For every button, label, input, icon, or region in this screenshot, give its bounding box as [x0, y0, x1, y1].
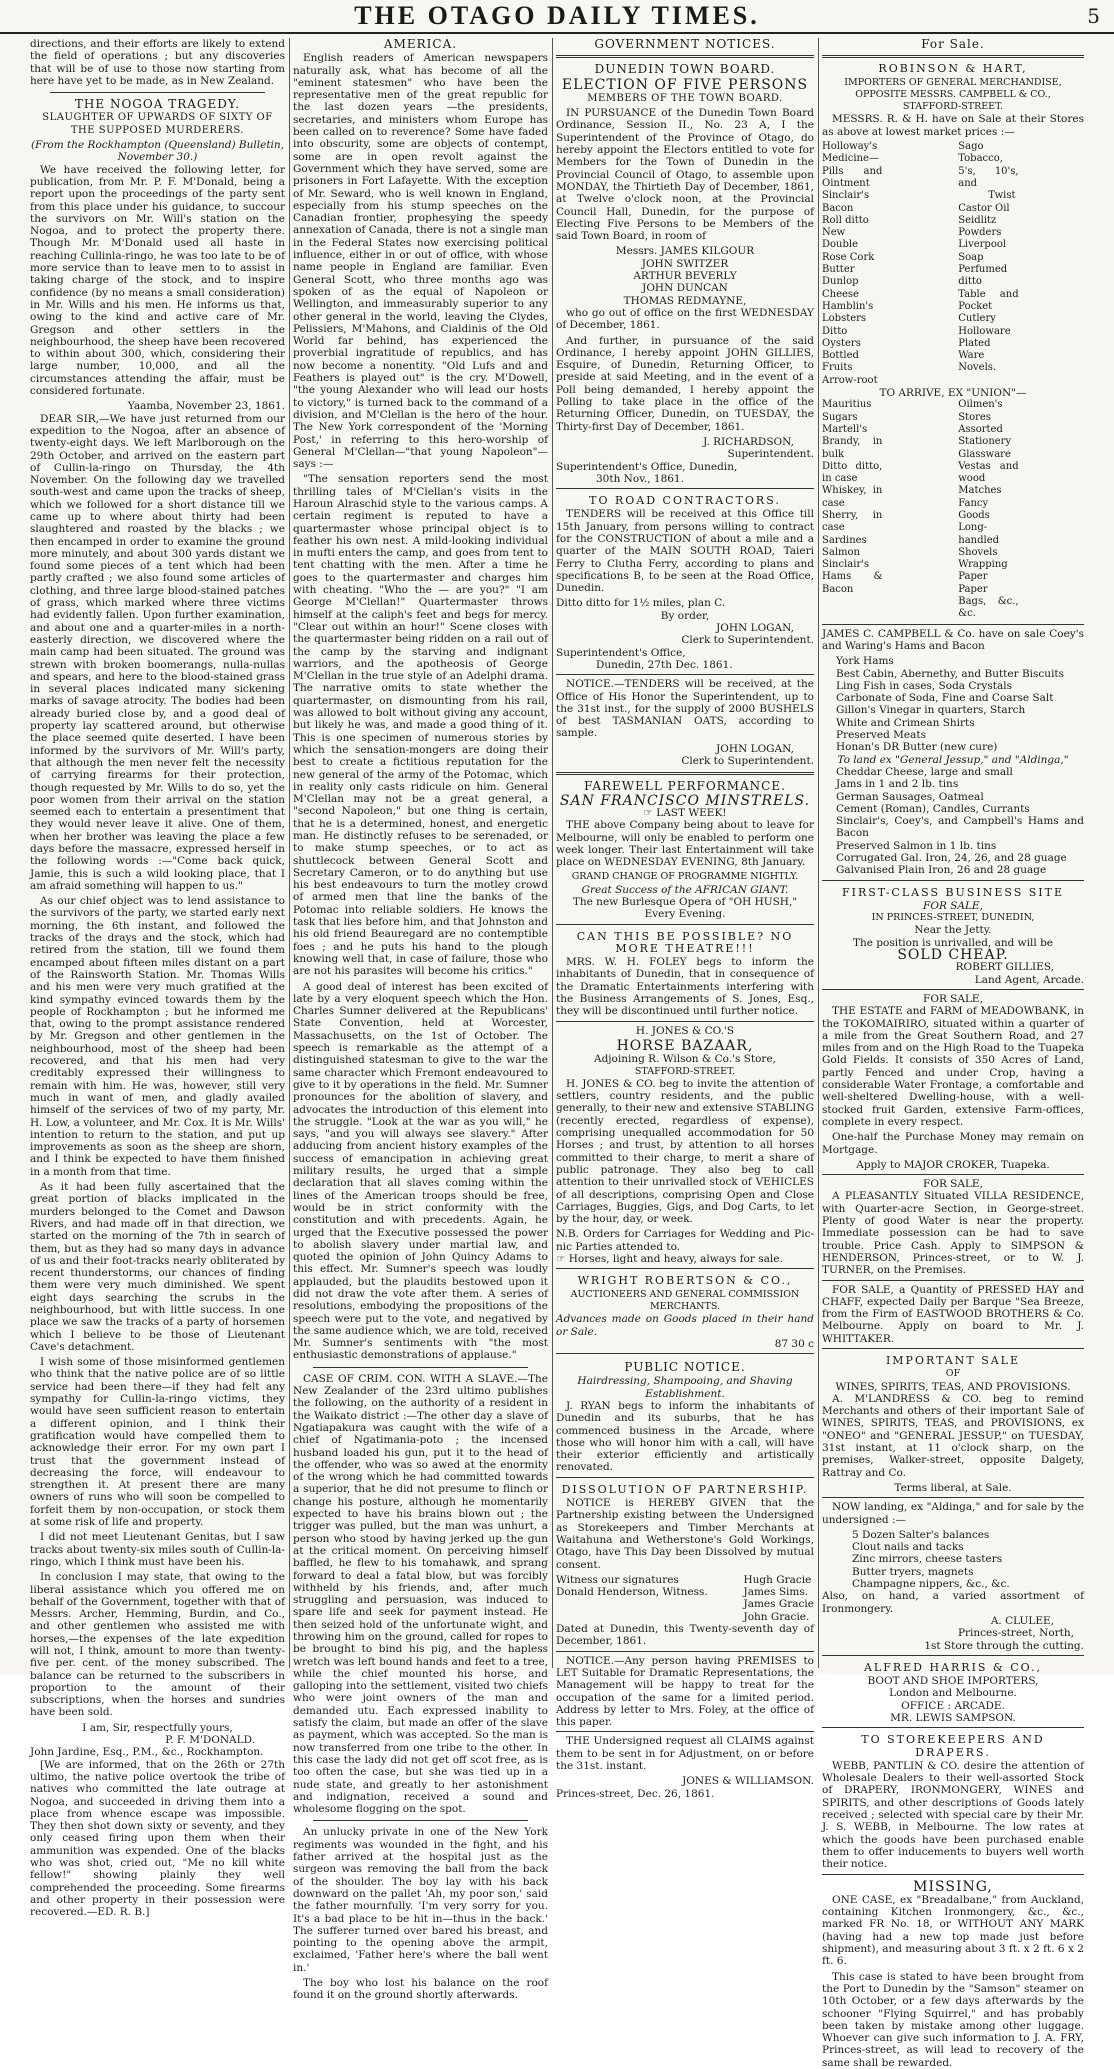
list-item: Salmon: [822, 546, 860, 558]
list-item: Hamblin's Lobsters: [822, 300, 874, 325]
list-item: Seidlitz Powders: [958, 214, 1002, 239]
ad-line: Great Success of the AFRICAN GIANT.: [581, 883, 789, 896]
signatory-title: Superintendent.: [727, 448, 814, 461]
member-name: ARTHUR BEVERLY: [633, 270, 737, 283]
member-name: JOHN DUNCAN: [642, 282, 728, 295]
list-item: Wrapping Paper: [958, 559, 1008, 583]
villa-ad: [822, 1174, 1084, 1276]
notice-body: who go out of office on the first WEDNESDAY of December, 1861.: [556, 306, 814, 332]
notice-title: DISSOLUTION OF PARTNERSHIP.: [561, 1482, 809, 1496]
ad-body: WEBB, PANTLIN & CO. desire the attention of Wholesale Dealers to their well-assorted Stock of DRAPERY, IRONMONGERY, WINES and SPIRITS, and other descriptions of Goods lately received ; selected with special care by their Mr. J. S. WEBB, in Melbourne. The low rates at which the goods have been purchased enable them to offer inducements to buyers well worth their notice.: [822, 1759, 1084, 1871]
list-item: Assorted Stationery: [958, 423, 1012, 448]
member-name: JOHN SWITZER: [641, 257, 729, 270]
article-paragraph: I wish some of those misinformed gentlemen who think that the native police are of so little service had been there—if they had felt any sympathy for Cullin-la-ringo victims, they would have seen sufficient reason to entertain a different opinion, and I think their gratification would have compelled them to acknowledge their error. For my own part I trust that the government instead of decreasing the force, will endeavour to strengthen it. At present there are many owners of runs who will soon be compelled to forfeit them by non-occupation, or stock them at some risk of life and property.: [30, 1356, 285, 1529]
list-item: Sago: [958, 141, 984, 153]
ad-line: Near the Jetty.: [914, 924, 992, 937]
list-item: Tobacco, 5's, 10's, and: [958, 153, 1019, 189]
goods-list: [822, 655, 1084, 753]
list-item: Sinclair's, Coey's, and Campbell's Hams and Bacon: [836, 815, 1084, 840]
hay-ad: [822, 1280, 1084, 1345]
notice-line: By order,: [660, 609, 710, 622]
addressee: John Jardine, Esq., P.M., &c., Rockhampton.: [30, 1746, 264, 1759]
article-paragraph: A good deal of interest has been excited of late by a very eloquent speech which the Hon. Charles Sumner delivered at the Republicans' State Convention, held at Worcester, Massachusetts, on the 1st of October. The speech is remarkable as the attempt of a distinguished statesman to give to the war the same character which Fremont endeavoured to give to it by operations in the field. Mr. Sumner pronounces for the abolition of slavery, and advocates the introduction of this element into the struggle. "Look at the war as you will," he says, "and you will always see slavery." After adducing from ancient history examples of the success of emancipation in achieving great military results, he urged that a simple declaration that all slaves coming within the lines of the American troops should be free, would be in strict conformity with the constitution and with precedents. Again, he urged that the Executive possessed the power to abolish slavery under martial law, and quoted the opinion of John Quincy Adams to this effect. Mr. Sumner's speech was loudly applauded, but the plaudits bestowed upon it did not draw the vote after them. A series of resolutions, embodying the propositions of the speech were put to the vote, and negatived by the same audience which, we are told, received Mr. Sumner's sentiments with "the most enthusiastic demonstrations of applause.": [293, 980, 548, 1362]
notice-body: NOTICE.—Any person having PREMISES to LET Suitable for Dramatic Representations, the Management will be happy to treat for the occupation of the same for a limited period. Address by letter to Mrs. Foley, at the office of this paper.: [556, 1654, 814, 1729]
ad-line: Hairdressing, Shampooing, and Shaving Establishment.: [577, 1375, 793, 1400]
list-item: Preserved Meats: [836, 729, 926, 742]
editor-note: [We are informed, that on the 26th or 27th ultimo, the native police overtook the tribe of natives who committed the late outrage at Nogoa, and succeeded in driving them into a place from whence escape was impossible. They then shot down sixty or seventy, and they only ceased firing upon them when their ammunition was expended. One of the blacks who was shot, cried out, "Me no kill white fellow!" showing plainly they well comprehended the proceeding. Some firearms and other property in their possession were recovered.—ED. R. B.]: [30, 1758, 285, 1919]
business-site-ad: [822, 880, 1084, 986]
list-item: Arrow-root: [822, 374, 878, 386]
ad-body: J. RYAN begs to inform the inhabitants of Dunedin and its suburbs, that he has commenced business in the Arcade, where those who will honor him with a call, will have their exterior efficiently and artistically renovated.: [556, 1399, 814, 1474]
ad-line: GRAND CHANGE OF PROGRAMME NIGHTLY.: [571, 871, 799, 883]
article-paragraph: I did not meet Lieutenant Genitas, but I saw tracks about twenty-six miles south of Cullin-la-ringo, which I think must have been his.: [30, 1531, 285, 1568]
list-item: Paper Bags, &c., &c.: [958, 583, 1019, 620]
signature-block: [556, 1574, 814, 1623]
ad-body: THE above Company being about to leave for Melbourne, will only be enabled to perform one week longer. Their last Entertainment will take place on WEDNESDAY EVENING, 8th January.: [556, 819, 814, 869]
column-2: [293, 37, 548, 2002]
section-header: PUBLIC NOTICE.: [624, 1360, 746, 1375]
list-item: Table and Pocket Cutlery: [958, 288, 1019, 325]
ad-line: To land ex "General Jessup," and "Aldinga,": [837, 753, 1069, 766]
signatory-title: Land Agent, Arcade.: [974, 973, 1084, 986]
ad-subtitle: BOOT AND SHOE IMPORTERS,: [867, 1675, 1039, 1688]
ad-line: IN PRINCES-STREET, DUNEDIN,: [871, 912, 1035, 924]
ad-body: A. M'LANDRESS & CO. beg to remind Merchants and others of their important Sale of WINES, SPIRITS, TEAS, and PROVISIONS, ex "ONEO" and "GENERAL JESSUP," on TUESDAY, 31st instant, at 11 o'clock sharp, on the premises, Walker-street, opposite Dalgety, Rattray and Co.: [822, 1392, 1084, 1479]
ad-line: The new Burlesque Opera of "OH HUSH," Every Evening.: [572, 896, 798, 921]
signatory-title: Clerk to Superintendent.: [681, 755, 814, 768]
column-rule: [818, 38, 819, 1668]
intro-paragraph: directions, and their efforts are likely to extend the field of operations ; but any discoveries that will be of use to those now starting from here have yet to be made, as in New Zealand.: [30, 38, 285, 87]
notice-body: NOTICE is HEREBY GIVEN that the Partnership existing between the Undersigned as Storekeepers and Timber Merchants at Waitahuna and Wetherstone's Gold Workings, Otago, have This Day been Dissolved by mutual consent.: [556, 1497, 814, 1571]
goods-list: [822, 399, 1084, 620]
ad-title: FIRST-CLASS BUSINESS SITE: [842, 885, 1064, 899]
list-item: Champagne nippers, &c., &c.: [852, 1578, 1010, 1591]
notice-title: TO ROAD CONTRACTORS.: [589, 494, 781, 508]
signatory: J. RICHARDSON,: [703, 435, 794, 448]
ad-line: OPPOSITE MESSRS. CAMPBELL & CO.,: [855, 88, 1051, 100]
goods-list: [822, 766, 1084, 877]
divider: [556, 55, 814, 58]
ad-line: STAFFORD-STREET.: [634, 1065, 736, 1077]
ad-body: A PLEASANTLY Situated VILLA RESIDENCE, with Quarter-acre Section, in George-street. Plenty of good Water is near the property. Immediate possession can be had to save trouble. Price Cash. Apply to SIMPSON & HENDERSON, Princes-street, or to W. J. TURNER, on the Premises.: [822, 1190, 1084, 1277]
list-item: Perfumed ditto: [958, 264, 1008, 288]
notice-body: MRS. W. H. FOLEY begs to inform the inhabitants of Dunedin, that in consequence of the Dramatic Entertainments interfering with the Business Arrangements of S. Jones, Esq., they will be discontinued until further notice.: [556, 956, 814, 1018]
dateline: Yaamba, November 23, 1861.: [127, 400, 285, 413]
list-item: Butter tryers, magnets: [852, 1565, 974, 1578]
list-item: Ditto Oysters: [822, 325, 861, 349]
ad-body: JAMES C. CAMPBELL & Co. have on sale Coey's and Waring's Hams and Bacon: [822, 627, 1084, 652]
list-item: Holloway's Medicine—: [822, 141, 879, 165]
ad-body: FOR SALE, a Quantity of PRESSED HAY and CHAFF, expected Daily per Barque "Sea Breeze, from the Firm of EASTWOOD BROTHERS & Co. Melbourne. Apply on board to Mr. J. WHITTAKER.: [822, 1283, 1084, 1345]
oats-notice: [556, 674, 814, 767]
article-paragraph: As our chief object was to lend assistance to the survivors of the party, we started early next morning, the 6th instant, and followed the tracks of the drays and the stock, which had retired from the station, till we found them encamped about fifteen miles distant on a part of the Rainsworth Station. Mr. Thomas Wills and his men were very much gratified at the kind sympathy evinced towards them by the people of Rockhampton ; but he informed me that, owing to the prompt assistance rendered by Mr. Gregson and other gentlemen in the neighbourhood, most of the sheep had been recovered, and that his men had very creditably expressed their willingness to remain with him. He was, however, still very much in want of men, and gladly availed himself of the services of two of my party, Mr. H. Low, a volunteer, and Mr. Cox. It is Mr. Wills' intention to return to the station, and put up improvements as soon as the sheep are shorn, and I think be expected to have them finished in a month from that time.: [30, 895, 285, 1178]
member-name: Messrs. JAMES KILGOUR: [615, 245, 755, 258]
list-item: Sinclair's Bacon: [822, 190, 870, 214]
list-item: Cheddar Cheese, large and small: [836, 765, 1013, 778]
ad-title: ROBINSON & HART,: [878, 62, 1028, 76]
list-item: Sardines: [822, 534, 867, 546]
notice-board: DUNEDIN TOWN BOARD.: [594, 62, 776, 77]
notice-title: CAN THIS BE POSSIBLE? NO MORE THEATRE!!!: [576, 929, 794, 955]
list-item: New Double Rose Cork: [822, 227, 875, 263]
ad-body: ONE CASE, ex "Breadalbane," from Auckland, containing Kitchen Ironmongery, &c., &c., marked FR No. 18, or WITHOUT ANY MARK (having had a new top made just before shipment), and measuring about 3 ft. x 2 ft. 6 x 2 ft. 6.: [822, 1893, 1084, 1968]
list-item: Twist: [988, 190, 1016, 202]
list-item: Bottled Fruits: [822, 350, 859, 374]
notice-line: Ditto ditto for 1½ miles, plan C.: [556, 597, 726, 610]
signatory-title: Clerk to Superintendent.: [681, 634, 814, 647]
ad-line: ☞ LAST WEEK!: [643, 806, 727, 819]
list-item: Plated Ware: [958, 337, 991, 362]
article-headline: AMERICA.: [383, 37, 458, 51]
ad-title: HORSE BAZAAR,: [616, 1037, 754, 1054]
signatory: JOHN LOGAN,: [716, 622, 794, 635]
list-item: Jams in 1 and 2 lb. tins: [836, 778, 959, 791]
list-item: Ditto ditto, in case: [822, 460, 883, 485]
partner-name: Hugh Gracie: [743, 1573, 812, 1586]
missing-ad: [822, 1874, 1084, 2069]
list-item: Best Cabin, Abernethy, and Butter Biscuits: [836, 667, 1065, 680]
ad-line: Terms liberal, at Sale.: [894, 1481, 1012, 1494]
divider: [313, 1820, 528, 1821]
article-paragraph: An unlucky private in one of the New York regiments was wounded in the fight, and his father arrived at the hospital just as the surgeon was removing the ball from the back of the shoulder. The boy lay with his back downward on the pallet 'Ah, my poor son,' said the father mournfully. 'I'm very sorry for you. It's a bad place to be hit in—thus in the back.' The sufferer turned over bared his breast, and pointing to the opening above the armpit, exclaimed, 'Father here's where the ball went in.': [293, 1826, 548, 1974]
signatory: A. CLULEE,: [990, 1614, 1054, 1627]
ad-subtitle: WINES, SPIRITS, TEAS, AND PROVISIONS.: [835, 1380, 1071, 1393]
page-number: 5: [1087, 4, 1100, 28]
list-item: York Hams: [836, 655, 894, 668]
list-item: Clout nails and tacks: [852, 1541, 964, 1554]
list-item: Martell's Brandy, in bulk: [822, 423, 883, 460]
office-line: Superintendent's Office, Dunedin,: [556, 460, 738, 473]
list-item: 5 Dozen Salter's balances: [852, 1528, 990, 1541]
goods-list: [822, 141, 1084, 387]
signatory: JONES & WILLIAMSON.: [682, 1775, 814, 1788]
divider: [50, 92, 265, 93]
dissolution-notice: [556, 1477, 814, 1648]
ad-title: MISSING,: [913, 1878, 993, 1895]
clulee-ad: [822, 1497, 1084, 1652]
masthead-title: THE OTAGO DAILY TIMES.: [354, 1, 760, 30]
column-4: [822, 37, 1084, 2069]
premises-notice: [556, 1651, 814, 1729]
list-item: Pills and Ointment: [822, 165, 883, 189]
column-rule: [289, 38, 290, 1668]
ad-line: Adjoining R. Wilson & Co.'s Store,: [593, 1053, 776, 1066]
alfred-harris-ad: [822, 1655, 1084, 1724]
column-rule: [552, 38, 553, 1668]
ad-line: Also, on hand, a varied assortment of Ironmongery.: [822, 1590, 1084, 1615]
list-item: Fancy Goods: [958, 497, 990, 521]
list-item: Butter: [822, 264, 855, 276]
list-item: White and Crimean Shirts: [836, 716, 975, 729]
article-paragraph: CASE OF CRIM. CON. WITH A SLAVE.—The New Zealander of the 23rd ultimo publishes the following, on the authority of a resident in the Waikato district :—The other day a slave of Ngatiapakura was caught with the wife of a chief of Ngatimania-poto ; the incensed husband loaded his gun, put it to the head of the offender, who was so awed at the enormity of the wrong which he had committed towards a superior, that he did not presume to flinch or change his posture, although he momentarily expected to have his brains blown out ; the trigger was pulled, but the man was unhurt, a person who stood by having jerked up the gun at the critical moment. On perceiving himself baffled, he flew to his tomahawk, and sprang forward to deal a fatal blow, but was forcibly withheld by his friends, and, after much struggling and persuasion, was induced to spare life and seek for payment instead. He then seized hold of the unfortunate wight, and throwing him on the ground, called for ropes to be brought to bind his pig, and the hapless wretch was left bound hands and feet to a tree, while the chief mounted his horse, and galloping into the settlement, visited two chiefs who were joint owners of the man and demanded utu. Each expressed inability to satisfy the claim, but made an offer of the slave as payment, which was accepted. So the man is now transferred from one tribe to the other. In this case the lady did not get off scot free, as is too often the case, but she was tied up in a nude state, and greatly to her astonishment and indignation, received a sound and wholesome flogging on the spot.: [293, 1372, 548, 1816]
public-notice: [556, 1353, 814, 1474]
ad-title: IMPORTANT SALE: [885, 1353, 1021, 1367]
list-item: Cement (Roman), Candles, Currants: [836, 802, 1030, 815]
notice-body: NOTICE.—TENDERS will be received, at the Office of His Honor the Superintendent, up to the 31st inst., for the supply of 2000 BUSHELS of best TASMANIAN OATS, according to sample.: [556, 678, 814, 740]
masthead: [0, 0, 1114, 34]
notice-date: Dated at Dunedin, this Twenty-seventh day of December, 1861.: [556, 1623, 814, 1648]
campbell-ad: [822, 624, 1084, 877]
list-item: Oilmen's Stores: [958, 399, 1003, 423]
horse-bazaar-ad: [556, 1021, 814, 1266]
office-date: 30th Nov., 1861.: [596, 472, 684, 485]
claims-notice: [556, 1731, 814, 1799]
notice-date: Princes-street, Dec. 26, 1861.: [556, 1787, 715, 1800]
list-item: Mauritius Sugars: [822, 399, 872, 423]
witness-name: Donald Henderson, Witness.: [556, 1586, 708, 1599]
witness-label: Witness our signatures: [556, 1573, 679, 1586]
ad-body: NOW landing, ex "Aldinga," and for sale by the undersigned :—: [822, 1501, 1084, 1526]
list-item: Holloware: [958, 325, 1011, 337]
list-item: Preserved Salmon in 1 lb. tins: [836, 839, 997, 852]
list-item: Liverpool Soap: [958, 239, 1007, 263]
ad-line: London and Melbourne.: [889, 1687, 1017, 1700]
article-paragraph: "The sensation reporters send the most thrilling tales of M'Clellan's visits in the Haroun Alraschid style to the various camps. A certain regiment is reputed to have a quartermaster whose principal object is to feather his own nest. A mild-looking individual in mufti enters the camp, and goes from tent to tent chatting with the men. After a time he goes to the quartermaster and charges him with cheating. "Who the — are you?" "I am George M'Clellan!" Quartermaster throws himself at the caliph's feet and begs for mercy. "Clear out within an hour!" Scene closes with the quartermaster being ridden on a rail out of the camp by the starving and indignant warriors, and the apotheosis of George M'Clellan in the true style of an Adelphi drama. The narrative omits to state whether the quartermaster, on dismounting from his rail, was allowed to bolt without giving any account, but likely he was, and made a good thing of it. This is one specimen of numerous stories by which the sensation-mongers are doing their best to create a fictitious reputation for the new general of the army of the Potomac, which in reality only casts ridicule on him. General M'Clellan may not be a great general, a "second Napoleon," but one thing is certain, that he is a determined, honest, and energetic man. He distinctly refuses to be serenaded, or to make stump speeches, or to act as shuttlecock between General Scott and Secretary Cameron, or to do anything but use his best endeavours to turn the motley crowd of armed men that line the banks of the Potomac into reliable soldiers. He knows the task that lies before him, and that Johnston and his old friend Beauregard are no contemptible foes ; and he puts his hand to the plough knowing well that, in case of failure, those who are not his parasites will become his critics.": [293, 473, 548, 978]
divider: [313, 1367, 528, 1368]
ad-line: OFFICE : ARCADE.: [901, 1699, 1005, 1712]
article-paragraph: DEAR SIR,—We have just returned from our expedition to the Nogoa, after an absence of twenty-eight days. We left Marlborough on the 29th October, and arrived on the eastern part of Cullin-la-ringo on Thursday, the 4th November. On the following day we travelled south-west and came upon the tracks of sheep, which we followed for a short distance till we came up to where about thirty had been slaughtered and roasted by the blacks ; we then encamped in order to examine the ground more minutely, and about 300 yards distant we found some pieces of a tent which had been partly crafted ; we also found some articles of clothing, and three large blood-stained patches of grass, which marked where three victims had evidently fallen. Upon further examination, and about one and a quarter-miles in a north-easterly direction, we discovered where the main camp had been situated. The ground was strewn with broken boomerangs, nulla-nullas and spears, and here to the blood-stained grass in several places indicated many sickening marks of savage atrocity. The bodies had been already buried close by, and a good deal of property lay scattered around, but otherwise the place seemed quite deserted. I have been informed by the survivors of Mr. Will's party, that although the men never felt the necessity of carrying firearms for their protection, though requested by Mr. Wills to do so, yet the poor women from their arrival on the station seemed each to entertain a presentiment that they would never leave it alive. One of them, when her brother was leaving the place a few days before the massacre, expressed herself in the following words :—"Come back quick, Jamie, this is such a wild looking place, that I am afraid something will happen to us.": [30, 412, 285, 892]
divider: [822, 55, 1084, 58]
article-paragraph: In conclusion I may state, that owing to the liberal assistance which you offered me on behalf of the Government, together with that of Messrs. Archer, Hemming, Burdin, and Co., and other gentlemen who assisted me with horses,—the expenses of the late expedition will not, I think, amount to more than twenty-five per. cent. of the money subscribed. The balance can be returned to the subscribers in proportion to the amount of their subscriptions, when the horses and sundries have been sold.: [30, 1571, 285, 1719]
column-3: [556, 37, 814, 1800]
list-item: Honan's DR Butter (new cure): [836, 741, 998, 754]
ad-line: H. JONES & CO.'S: [635, 1024, 735, 1037]
ad-subtitle: IMPORTERS OF GENERAL MERCHANDISE,: [844, 76, 1062, 88]
ad-body: This case is stated to have been brought from the Port to Dunedin by the "Samson" steamer on 10th October, or a few days afterwards by the schooner "Flying Squirrel," and has probably been taken by mistake among other luggage. Whoever can give such information to J. A. FRY, Princes-street, as will lead to recovery of the same shall be rewarded.: [822, 1970, 1084, 2069]
ad-title: TO STOREKEEPERS AND DRAPERS.: [861, 1733, 1045, 1759]
notice-title: ELECTION OF FIVE PERSONS: [561, 76, 809, 93]
list-item: Sinclair's Hams & Bacon: [822, 559, 883, 595]
article-headline: THE NOGOA TRAGEDY.: [74, 97, 241, 112]
ad-line: TO ARRIVE, EX "UNION"—: [879, 387, 1027, 400]
office-date: Dunedin, 27th Dec. 1861.: [596, 658, 733, 671]
ad-line: Princes-street, North,: [957, 1627, 1074, 1640]
ad-line: The position is unrivalled, and will be: [852, 936, 1054, 949]
article-paragraph: The boy who lost his balance on the roof found it on the ground shortly afterwards.: [293, 1977, 548, 2002]
notice-body: And further, in pursuance of the said Ordinance, I hereby appoint JOHN GILLIES, Esquire, of Dunedin, Returning Officer, to preside at said Meeting, and in the event of a Poll being demanded, I hereby appoint the Polling to take place in the office of the Returning Officer, Dunedin, on TUESDAY, the Thirty-first Day of December, 1861.: [556, 334, 814, 433]
notice-body: TENDERS will be received at this Office till 15th January, from persons willing to contract for the CONSTRUCTION of about a mile and a quarter of the MAIN SOUTH ROAD, Taieri Ferry to Clutha Ferry, according to plans and specifications B, to be seen at the Road Office, Dunedin.: [556, 508, 814, 595]
column-1: [30, 38, 285, 1919]
ad-title: SAN FRANCISCO MINSTRELS.: [559, 792, 811, 809]
article-paragraph: As it had been fully ascertained that the great portion of blacks implicated in the murders belonged to the Comet and Dawson Rivers, and had made off in that direction, we started on the morning of the 7th in search of them, but as they had so many days in advance of us and their foot-tracks nearly obliterated by recent thunderstorms, our chances of finding them were very much diminished. We spent eight days searching the scrubs in the neighbourhood, but with little success. In one place we saw the tracks of a party of horsemen which I believe to be those of Lieutenant Cave's detachment.: [30, 1181, 285, 1353]
signatory: ROBERT GILLIES,: [955, 961, 1054, 974]
list-item: Whiskey, in case: [822, 485, 883, 509]
members-list: [556, 245, 814, 306]
list-item: Roll ditto: [822, 214, 869, 226]
ad-line: FOR SALE,: [923, 899, 983, 912]
signatory: JOHN LOGAN,: [716, 742, 794, 755]
important-sale-ad: [822, 1348, 1084, 1494]
list-item: Novels.: [958, 362, 997, 374]
ad-body: One-half the Purchase Money may remain on Mortgage.: [822, 1131, 1084, 1156]
ad-line: 1st Store through the cutting.: [924, 1639, 1084, 1652]
list-item: Corrugated Gal. Iron, 24, 26, and 28 guage: [836, 852, 1067, 864]
ad-title: WRIGHT ROBERTSON & CO.,: [577, 1274, 793, 1288]
partner-name: James Gracie: [743, 1598, 814, 1611]
list-item: Dunlop Cheese: [822, 276, 859, 300]
list-item: Ling Fish in cases, Soda Crystals: [836, 679, 1012, 692]
closing: I am, Sir, respectfully yours,: [82, 1721, 233, 1734]
article-paragraph: We have received the following letter, for publication, from Mr. P. F. M'Donald, being a report upon the proceedings of the party sent from this place under his guidance, to succour the survivors on Mr. Will's station on the Nogoa, and to protect the property there. Though Mr. M'Donald used all haste in reaching Cullinla-ringo, he was too late to be of more service than to leave men to to assist in taking charge of the stock, and to inspire confidence (by no means a small consideration) in Mr. Wills and his men. He informs us that, owing to the kind and active care of Mr. Gregson and other settlers in the neighbourhood, the sheep have been recovered to within about 300, which, considering their large number, 10,000, and all the circumstances attending the affair, must be considered fortunate.: [30, 163, 285, 398]
ad-code: 87 30 c: [774, 1337, 814, 1350]
member-name: THOMAS REDMAYNE,: [623, 294, 747, 307]
ad-line: MR. LEWIS SAMPSON.: [890, 1712, 1016, 1724]
office-line: Superintendent's Office,: [556, 646, 686, 659]
article-source: (From the Rockhampton (Queensland) Bulletin, November 30.): [30, 139, 285, 164]
partner-name: James Sims.: [743, 1586, 809, 1599]
list-item: Carbonate of Soda, Fine and Coarse Salt: [836, 692, 1054, 705]
section-header: GOVERNMENT NOTICES.: [594, 37, 776, 51]
ad-line: ☞ Horses, light and heavy, always for sale.: [556, 1253, 783, 1266]
notice-body: THE Undersigned request all CLAIMS against them to be sent in for Adjustment, on or before the 31st. instant.: [556, 1735, 814, 1772]
ad-title: FOR SALE,: [923, 1178, 983, 1191]
list-item: Glassware: [958, 448, 1011, 460]
ad-line: N.B. Orders for Carriages for Wedding and Pic-nic Parties attended to.: [556, 1228, 814, 1253]
list-item: Galvanised Plain Iron, 26 and 28 guage: [836, 864, 1047, 877]
list-item: Gillon's Vinegar in quarters, Starch: [836, 704, 1026, 717]
section-header: For Sale.: [921, 37, 985, 51]
goods-list: [822, 1529, 1084, 1590]
article-paragraph: English readers of American newspapers naturally ask, what has become of all the "eminent statesmen" who have been the representative men of the great republic for the last dozen years —the presidents, secretaries, and ministers whom Europe has been called on to reverence? Some have faded into obscurity, some are objects of contempt, some are in open revolt against the Government which they have served, some are prisoners in Fort Lafayette. With the exception of Mr. Seward, who is well known in England, especially from his stump speeches on the Canadian frontier, prophesying the speedy annexation of Canada, there is not a single man in the Federal States now exercising political influence, either in or out of office, with whose name people in England are familiar. Even General Scott, who three months ago was spoken of as the equal of Napoleon or Wellington, and immeasurably superior to any other general in the world, leaving the Clydes, Pelissiers, M'Mahons, and Cialdinis of the Old World far behind, has experienced the proverbial ingratitude of republics, and has now become a nonentity. "Old Lufs and and Feathers is played out" is the cry. M'Dowell, "the young Alexander who will lead our hosts to victory," is turned back to the command of a division, and M'Clellan is the hero of the hour. The New York correspondent of the 'Morning Post,' in referring to this hero-worship of General M'Clellan—"that young Napoleon"—says :—: [293, 52, 548, 471]
ad-line: OF: [945, 1368, 961, 1380]
notice-body: IN PURSUANCE of the Dunedin Town Board Ordinance, Session II., No. 23 A, I the Superintendent of the Province of Otago, do hereby appoint the Electors entitled to vote for Members for the Town of Dunedin in the Provincial Council of Otago, to assemble upon MONDAY, the Thirtieth Day of December, 1861, at Twelve o'clock noon, at the Provincial Council Hall, Dunedin, for the purpose of Electing Five Persons to be Members of the said Town Board, in room of: [556, 107, 814, 243]
list-item: Zinc mirrors, cheese tasters: [852, 1553, 1003, 1566]
section-header: FAREWELL PERFORMANCE.: [584, 779, 786, 794]
ad-line: STAFFORD-STREET.: [902, 101, 1004, 113]
theatre-notice: [556, 924, 814, 1018]
list-item: Sherry, in case: [822, 509, 883, 534]
ad-subtitle: AUCTIONEERS AND GENERAL COMMISSION MERCHANTS.: [570, 1288, 800, 1312]
ad-body: MESSRS. R. & H. have on Sale at their Stores as above at lowest market prices :—: [822, 113, 1084, 138]
storekeepers-ad: [822, 1727, 1084, 1870]
ad-body: H. JONES & CO. beg to invite the attention of settlers, country residents, and the public generally, to their new and extensive STABLING (recently erected, regardless of expense), comprising unequalled accommodation for 50 Horses ; and trust, by attention to all horses committed to their charge, to merit a share of public patronage. They also beg to call attention to their unrivalled stock of VEHICLES of all descriptions, comprising Open and Close Carriages, Buggies, Gigs, and Dog Carts, to let by the hour, day, or week.: [556, 1077, 814, 1226]
ad-line: SOLD CHEAP.: [897, 947, 1009, 964]
ad-body: THE ESTATE and FARM of MEADOWBANK, in the TOKOMAIRIRO, situated within a quarter of a mile from the Great Southern Road, and 27 miles from and on the High Road to the Tuapeka Gold Fields. It consists of 350 Acres of Land, partly Fenced and under Crop, having a considerable Water Frontage, a comfortable and well-sheltered Dwelling-house, with a well-stocked fruit Garden, extensive Farm-offices, complete in every respect.: [822, 1005, 1084, 1128]
list-item: Vestas and wood Matches: [958, 460, 1019, 497]
notice-subtitle: MEMBERS OF THE TOWN BOARD.: [587, 92, 783, 104]
list-item: Long-handled Shovels: [958, 522, 1000, 558]
farm-ad: [822, 989, 1084, 1171]
road-contractors-notice: [556, 488, 814, 671]
partner-name: John Gracie.: [743, 1610, 810, 1623]
article-subhead: SLAUGHTER OF UPWARDS OF SIXTY OF THE SUPPOSED MURDERERS.: [42, 112, 273, 136]
ad-line: Advances made on Goods placed in their hand or Sale.: [556, 1313, 814, 1338]
divider: [556, 772, 814, 775]
ad-title: ALFRED HARRIS & CO.,: [863, 1660, 1043, 1674]
wright-robertson-ad: [556, 1268, 814, 1350]
signature: P. F. M'DONALD.: [165, 1734, 255, 1747]
ad-line: Apply to MAJOR CROKER, Tuapeka.: [856, 1158, 1050, 1171]
list-item: German Sausages, Oatmeal: [836, 790, 984, 803]
list-item: Castor Oil: [958, 202, 1010, 214]
ad-title: FOR SALE,: [923, 992, 983, 1005]
